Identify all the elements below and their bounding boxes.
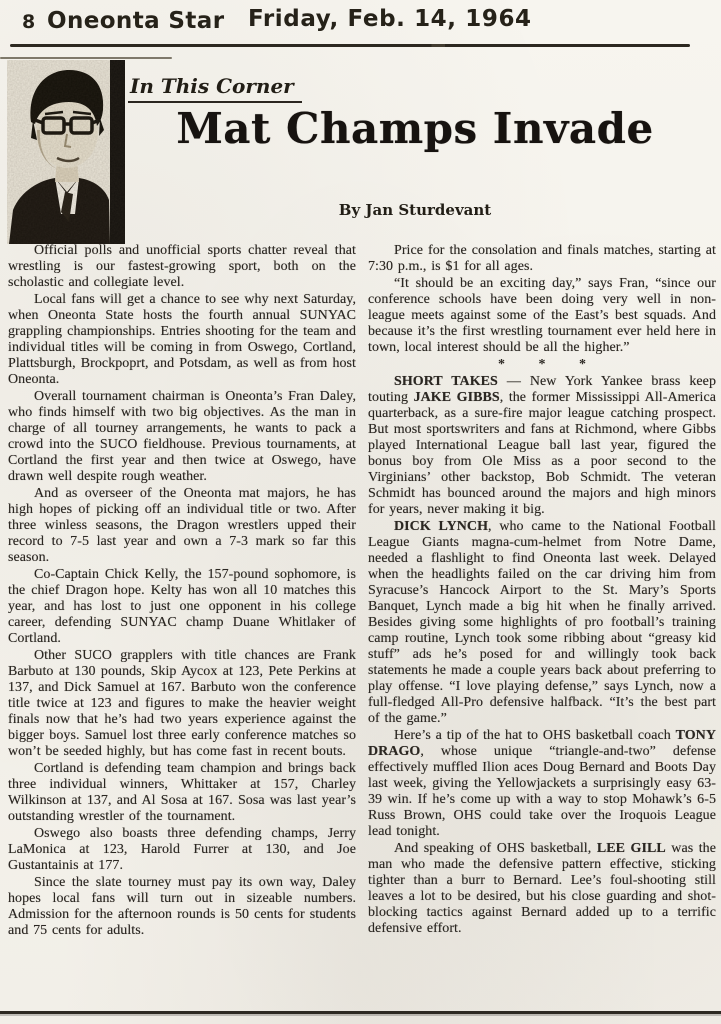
text-run: Since the slate tourney must pay its own way, Daley hopes local fans will turn out in sizeable numbers. Admission for the afternoon rounds is 50 cents for students and 75 cents for adults. <box>8 875 356 938</box>
section-separator: * * * <box>498 357 586 372</box>
text-run: Co-Captain Chick Kelly, the 157-pound sophomore, is the chief Dragon hope. Kelty has won all 10 matches this year, and has lost to just one opponent in his college career, defending SUNYAC champ Duane Whitlaker of Cortland. <box>8 567 356 646</box>
headline: Mat Champs Invade <box>176 104 654 153</box>
text-run: Overall tournament chairman is Oneonta’s Fran Daley, who finds himself with two big objectives. As the man in charge of all tourney arrangements, he wants to pack a crowd into the SUCO fieldhouse. Previous tournaments, at Cortland the first year and then twice at Oswego, have drawn well despite rough weather. <box>8 389 356 484</box>
dateline: Friday, Feb. 14, 1964 <box>248 6 532 32</box>
article-paragraph <box>368 374 716 518</box>
bold-lead-in: SHORT TAKES <box>394 374 498 389</box>
article-paragraph <box>8 486 356 566</box>
text-run: “It should be an exciting day,” says Fran, “since our conference schools have been doing very well in non-league meets against some of the East’s best squads. And because it’s the first wrestling tournament ever held here in town, local interest should be all the higher.” <box>368 276 716 355</box>
byline: By Jan Sturdevant <box>338 201 492 219</box>
scan-artifact-rule <box>0 57 172 59</box>
article-paragraph <box>368 519 716 727</box>
article-body <box>8 243 716 1009</box>
article-paragraph <box>368 243 716 275</box>
bold-lead-in: DICK LYNCH <box>394 519 489 534</box>
text-run: And speaking of OHS basketball, <box>394 841 597 856</box>
text-run: Other SUCO grapplers with title chances are Frank Barbuto at 130 pounds, Skip Aycox at 123, Pete Perkins at 137, and Dick Samuel at 167. Barbuto won the conference title twice at 123 and figures to make the heavier weight finals now that he’s had two years experience against the bigger boys. Samuel lost three early conference matches so won’t be seeded highly, but has come fast in recent bouts. <box>8 648 356 759</box>
text-run: , whose unique “triangle-and-two” defense effectively muffled Ilion aces Doug Bernard and Boots Day last week, giving the Yellowjackets a surprisingly easy 63-39 win. If he’s come up with a way to stop Mohawk’s 6-5 Russ Brown, OHS could take over the Iroquois League lead tonight. <box>368 744 716 839</box>
text-run: Local fans will get a chance to see why next Saturday, when Oneonta State hosts the fourth annual SUNYAC grappling championships. Entries shooting for the team and individual titles will be coming in from Oswego, Cortland, Plattsburgh, Brockpoprt, and Potsdam, as well as from host Oneonta. <box>8 292 356 387</box>
article-paragraph <box>8 567 356 647</box>
bottom-rule <box>0 1011 721 1014</box>
text-run: , who came to the National Football League Giants magna-cum-helmet from Notre Dame, needed a flashlight to find Oneonta last week. Delayed when the headlights failed on the car driving him from Syracuse’s Hancock Airport to the St. Mary’s Sports Banquet, Lynch made a big hit when he finally arrived. Besides giving some highlights of pro football’s training camp routine, Lynch took some ribbing about “greasy kid stuff” ads he’s posed for and willingly took back statements he made a couple years back about preferring to play offense. “I love playing defense,” says Lynch, now a full-fledged All-Pro defensive halfback. “It’s the best part of the game.” <box>368 519 716 726</box>
right-column <box>368 243 716 1009</box>
article-paragraph <box>8 648 356 760</box>
article-paragraph <box>368 841 716 937</box>
text-run: Official polls and unofficial sports chatter reveal that wrestling is our fastest-growing sport, both on the scholastic and collegiate level. <box>8 243 356 290</box>
text-run: was the man who made the defensive pattern effective, sticking tighter than a burr to Bernard. Lee’s foul-shooting still leaves a lot to be desired, but his close guarding and shot-blocking tactics against Bernard added up to a terrific defensive effort. <box>368 841 716 936</box>
text-run: And as overseer of the Oneonta mat majors, he has high hopes of picking off an individual title or two. After three winless seasons, the Dragon wrestlers upped their record to 7-5 last year and own a 7-3 mark so far this season. <box>8 486 356 565</box>
header-rule <box>10 44 690 47</box>
text-run: , the former Mississippi All-America quarterback, as a sure-fire major league catching prospect. But most sportswriters and fans at Richmond, where Gibbs played International League ball last year, figured the bonus boy from Ole Miss as a poor second to the Virginians’ other backstop, Bob Schmidt. The veteran Schmidt has bounced around the majors and high minors for years, never making it big. <box>368 390 716 517</box>
page-number: 8 <box>22 11 36 33</box>
text-run: Here’s a tip of the hat to OHS basketball coach <box>394 728 676 743</box>
article-paragraph <box>368 728 716 840</box>
bold-lead-in: LEE GILL <box>596 841 666 856</box>
article-paragraph <box>8 292 356 388</box>
article-paragraph <box>8 389 356 485</box>
article-paragraph <box>8 761 356 825</box>
article-paragraph <box>368 276 716 356</box>
masthead-title: Oneonta Star <box>47 8 225 34</box>
column-kicker: In This Corner <box>128 74 302 103</box>
columnist-photo <box>7 60 125 244</box>
text-run: Oswego also boasts three defending champs, Jerry LaMonica at 123, Harold Furrer at 130, and Joe Gustantainis at 177. <box>8 826 356 873</box>
article-paragraph <box>8 826 356 874</box>
bold-lead-in: JAKE GIBBS <box>413 390 500 405</box>
text-run: Cortland is defending team champion and brings back three individual winners, Whittaker at 157, Charley Wilkinson at 137, and Al Sosa at 167. Sosa was last year’s outstanding wrestler of the tournament. <box>8 761 356 824</box>
text-run: — New York Yankee brass keep touting <box>368 374 716 405</box>
text-run: Price for the consolation and finals matches, starting at 7:30 p.m., is $1 for all ages. <box>368 243 716 274</box>
bold-lead-in: TONY DRAGO <box>368 728 716 759</box>
article-paragraph <box>8 875 356 939</box>
portrait-photo-svg <box>7 60 125 244</box>
left-column <box>8 243 356 1009</box>
article-paragraph <box>8 243 356 291</box>
